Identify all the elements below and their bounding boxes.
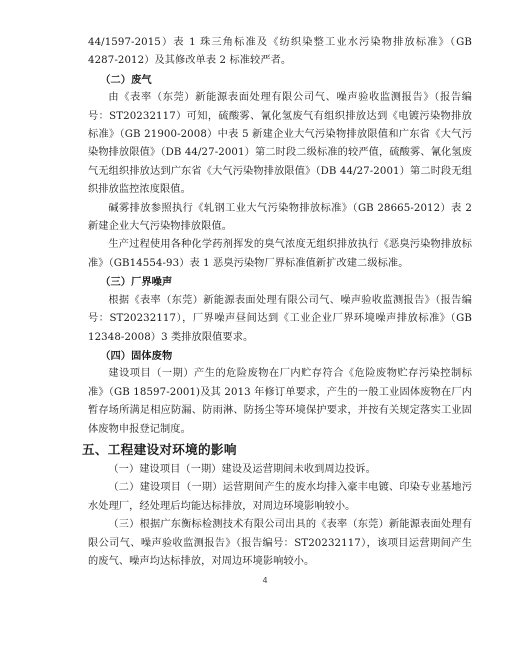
paragraph-noise: 根据《表率（东莞）新能源表面处理有限公司气、噪声验收监测报告》（报告编号：ST20232117），厂界噪声昼间达到《工业企业厂界环境噪声排放标准》（GB 12348-2008）3 类排放限值要求。: [88, 294, 472, 343]
subheading-waste-gas: （二）废气: [100, 73, 152, 86]
subheading-solid-waste: （四）固体废物: [100, 349, 173, 362]
section-heading-environmental-impact: 五、工程建设对环境的影响: [82, 441, 237, 457]
paragraph-standards-continued: 44/1597-2015）表 1 珠三角标准及《纺织染整工业水污染物排放标准》（GB 4287-2012）及其修改单表 2 标准较严者。: [88, 37, 472, 67]
paragraph-monitoring-result: （三）根据广东衡标检测技术有限公司出具的《表率（东莞）新能源表面处理有限公司气、噪声验收监测报告》（报告编号：ST20232117），该项目运营期间产生的废气、噪声均达标排放，对周边环境影响较小。: [88, 519, 472, 567]
paragraph-complaints: （一）建设项目（一期）建设及运营期间未收到周边投诉。: [108, 463, 376, 475]
subheading-boundary-noise: （三）厂界噪声: [100, 276, 173, 289]
paragraph-solid-waste: 建设项目（一期）产生的危险废物在厂内贮存符合《危险废物贮存污染控制标准》（GB 18597-2001)及其 2013 年修订单要求，产生的一般工业固体废物在厂内暂存场所满足相应防漏、防雨淋、防扬尘等环境保护要求，并按有关规定落实工业固体废物申报登记制度。: [88, 368, 472, 435]
paragraph-alkali-mist: 碱雾排放参照执行《轧钢工业大气污染物排放标准》（GB 28665-2012）表 2 新建企业大气污染物排放限值。: [88, 202, 472, 233]
paragraph-waste-gas-monitoring: 由《表率（东莞）新能源表面处理有限公司气、噪声验收监测报告》（报告编号：ST20232117）可知，硫酸雾、氰化氢废气有组织排放达到《电镀污染物排放标准》（GB 21900-2008）中表 5 新建企业大气污染物排放限值和广东省《大气污染物排放限值》（DB 44/27-2001）第二时段二级标准的较严值，硫酸雾、氰化氢废气无组织排放达到广东省《大气污染物排放限值》（DB 44/27-2001）第二时段无组织排放监控浓度限值。: [88, 92, 472, 196]
paragraph-wastewater: （二）建设项目（一期）运营期间产生的废水均排入豪丰电镀、印染专业基地污水处理厂，经处理后均能达标排放，对周边环境影响较小。: [88, 482, 472, 512]
paragraph-odor: 生产过程使用各种化学药剂挥发的臭气浓度无组织排放执行《恶臭污染物排放标准》（GB14554-93）表 1 恶臭污染物厂界标准值新扩改建二级标准。: [88, 239, 472, 269]
page-number: 4: [262, 576, 268, 585]
page-content: [82, 34, 472, 571]
